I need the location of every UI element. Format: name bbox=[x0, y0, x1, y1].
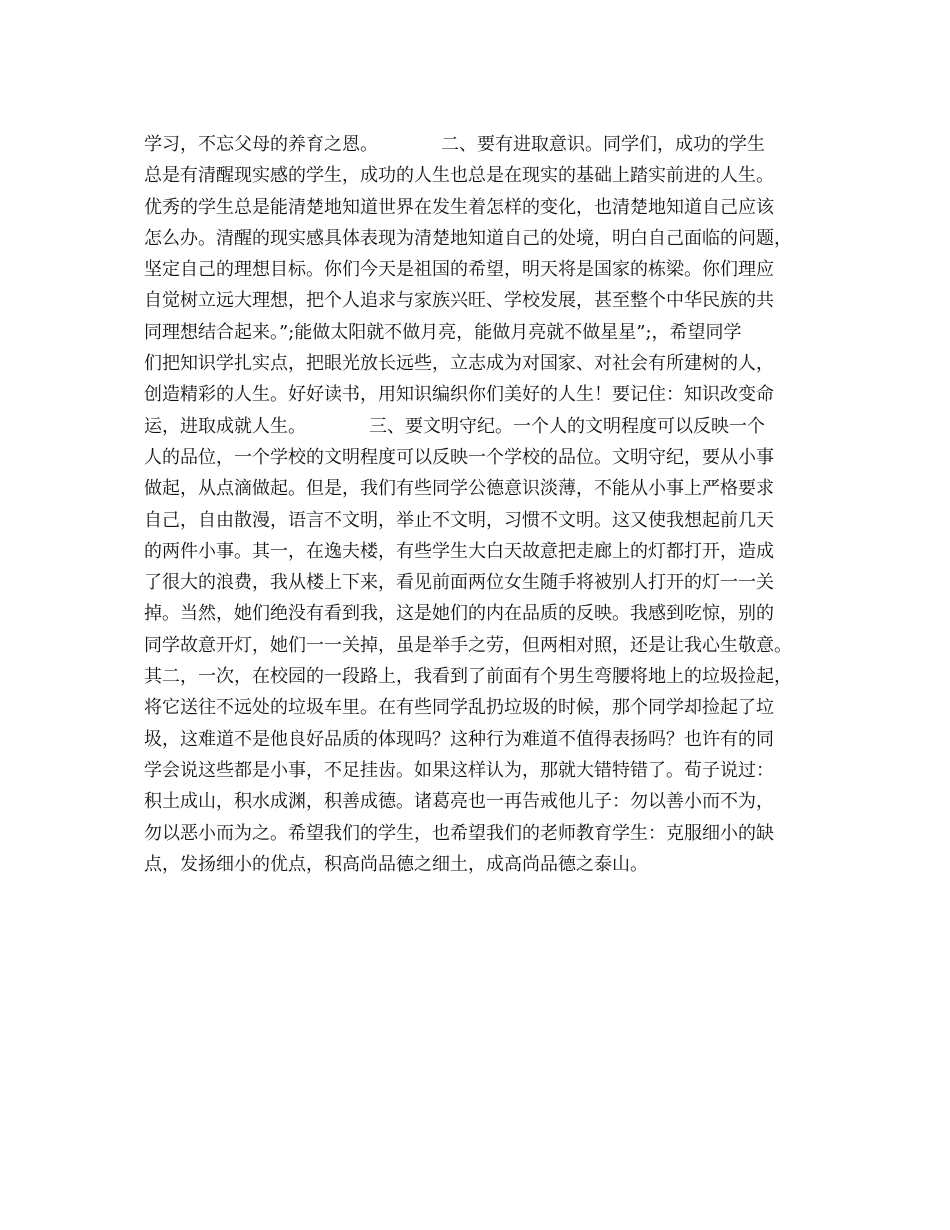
text-line: 怎么办。清醒的现实感具体表现为清楚地知道自己的处境，明白自己面临的问题， bbox=[144, 227, 792, 249]
text-line: 同学故意开灯，她们一一关掉，虽是举手之劳，但两相对照，还是让我心生敬意。 bbox=[144, 634, 792, 656]
text-line: 同理想结合起来。”;能做太阳就不做月亮，能做月亮就不做星星”;，希望同学 bbox=[144, 321, 742, 343]
text-line: 学会说这些都是小事，不足挂齿。如果这样认为，那就大错特错了。荀子说过： bbox=[144, 759, 774, 781]
body-text bbox=[144, 129, 824, 880]
text-line: 做起，从点滴做起。但是，我们有些同学公德意识淡薄，不能从小事上严格要求 bbox=[144, 478, 774, 500]
text-line: 总是有清醒现实感的学生，成功的人生也总是在现实的基础上踏实前进的人生。 bbox=[144, 165, 774, 187]
text-line: 创造精彩的人生。好好读书，用知识编织你们美好的人生！要记住：知识改变命 bbox=[144, 384, 774, 406]
text-line: 点，发扬细小的优点，积高尚品德之细土，成高尚品德之泰山。 bbox=[144, 853, 648, 875]
text-line: 运，进取成就人生。 三、要文明守纪。一个人的文明程度可以反映一个 bbox=[144, 415, 765, 437]
text-line: 积土成山，积水成渊，积善成德。诸葛亮也一再告戒他儿子：勿以善小而不为， bbox=[144, 791, 774, 813]
text-line: 掉。当然，她们绝没有看到我，这是她们的内在品质的反映。我感到吃惊，别的 bbox=[144, 603, 774, 625]
text-line: 将它送往不远处的垃圾车里。在有些同学乱扔垃圾的时候，那个同学却捡起了垃 bbox=[144, 697, 774, 719]
text-line: 人的品位，一个学校的文明程度可以反映一个学校的品位。文明守纪，要从小事 bbox=[144, 446, 774, 468]
text-line: 们把知识学扎实点，把眼光放长远些，立志成为对国家、对社会有所建树的人， bbox=[144, 353, 774, 375]
text-line: 优秀的学生总是能清楚地知道世界在发生着怎样的变化，也清楚地知道自己应该 bbox=[144, 196, 774, 218]
text-line: 的两件小事。其一，在逸夫楼，有些学生大白天故意把走廊上的灯都打开，造成 bbox=[144, 540, 774, 562]
text-line: 坚定自己的理想目标。你们今天是祖国的希望，明天将是国家的栋梁。你们理应 bbox=[144, 259, 774, 281]
text-line: 自觉树立远大理想，把个人追求与家族兴旺、学校发展，甚至整个中华民族的共 bbox=[144, 290, 774, 312]
text-line: 其二，一次，在校园的一段路上，我看到了前面有个男生弯腰将地上的垃圾捡起， bbox=[144, 666, 792, 688]
text-line: 圾，这难道不是他良好品质的体现吗？这种行为难道不值得表扬吗？也许有的同 bbox=[144, 728, 774, 750]
text-line: 学习，不忘父母的养育之恩。 二、要有进取意识。同学们，成功的学生 bbox=[144, 134, 765, 155]
text-line: 勿以恶小而为之。希望我们的学生，也希望我们的老师教育学生：克服细小的缺 bbox=[144, 822, 774, 844]
text-line: 自己，自由散漫，语言不文明，举止不文明，习惯不文明。这又使我想起前几天 bbox=[144, 509, 774, 531]
text-line: 了很大的浪费，我从楼上下来，看见前面两位女生随手将被别人打开的灯一一关 bbox=[144, 572, 774, 594]
